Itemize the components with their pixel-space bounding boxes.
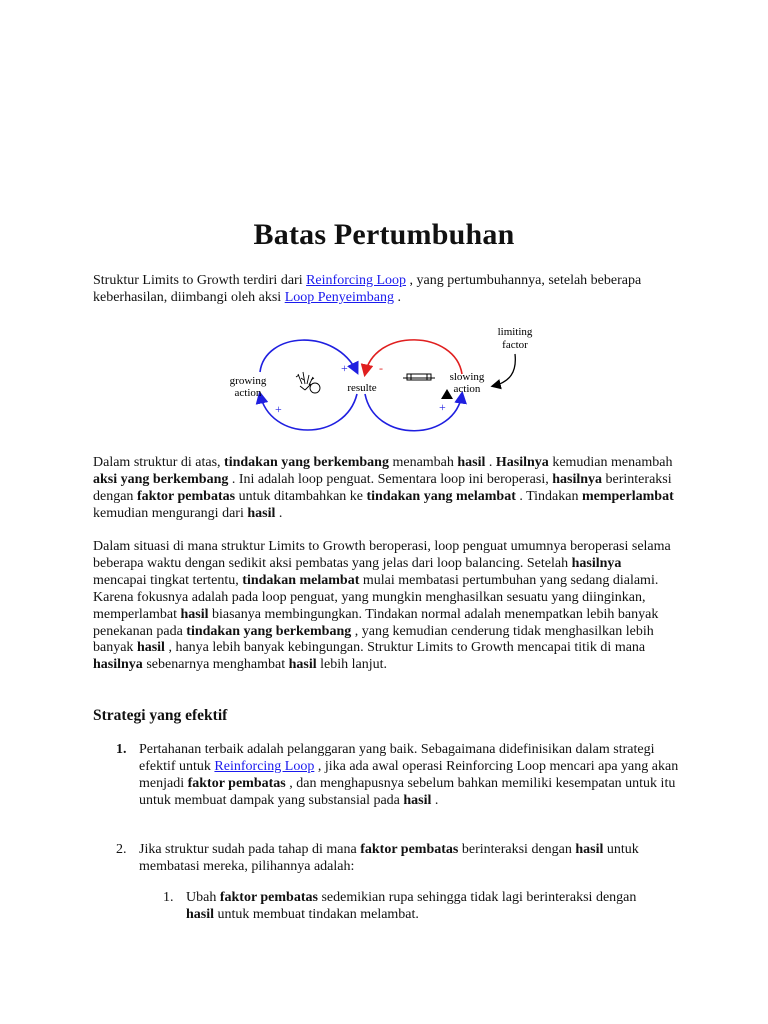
results-label: resulte xyxy=(347,382,377,394)
seesaw-icon xyxy=(403,374,453,399)
list-item-1-number: 1. xyxy=(116,742,127,757)
sign-right-bottom: + xyxy=(439,400,446,414)
sublist-item-1: Ubah faktor pembatas sedemikian rupa sehingga tidak lagi berinteraksi dengan hasil untuk membuat tindakan melambat. xyxy=(186,890,637,922)
intro-paragraph: Struktur Limits to Growth terdiri dari Reinforcing Loop , yang pertumbuhannya, setelah beberapa keberhasilan, diimbangi oleh aksi Loop Penyeimbang . xyxy=(93,273,642,305)
limits-to-growth-diagram xyxy=(225,322,545,442)
growing-action-label-2: action xyxy=(234,387,262,399)
paragraph-situation: Dalam situasi di mana struktur Limits to Growth beroperasi, loop penguat umumnya beroperasi selama beberapa waktu dengan sedikit aksi pembatas yang jelas dari loop balancing. Setelah hasilnya mencapai tingkat tertentu, tindakan melambat mulai membatasi pertumbuhan yang sedang dialami. Karena fokusnya adalah pada loop penguat, yang mungkin menghasilkan sesuatu yang diinginkan, memperlambat hasil biasanya membingungkan. Tindakan normal adalah menempatkan lebih banyak penekanan pada tindakan yang berkembang , yang kemudian cenderung tidak menghasilkan lebih banyak hasil , hanya lebih banyak kebingungan. Struktur Limits to Growth mencapai titik di mana hasilnya sebenarnya menghambat hasil lebih lanjut. xyxy=(93,539,671,673)
reinforcing-loop-link-2[interactable]: Reinforcing Loop xyxy=(214,758,315,774)
sign-left-top: + xyxy=(341,361,348,375)
sign-left-bottom: + xyxy=(275,402,282,416)
right-loop-bottom-arrow xyxy=(365,394,462,431)
loop-penyeimbang-link[interactable]: Loop Penyeimbang xyxy=(284,289,394,305)
limiting-factor-arrow xyxy=(493,354,515,386)
section-heading-strategy: Strategi yang efektif xyxy=(93,707,228,724)
limiting-factor-label: limiting xyxy=(497,326,533,338)
page-title: Batas Pertumbuhan xyxy=(253,218,515,251)
reinforcing-loop-link[interactable]: Reinforcing Loop xyxy=(306,273,407,288)
growing-action-label: growing xyxy=(229,375,267,387)
slowing-action-label: slowing xyxy=(449,371,485,383)
list-item-2: Jika struktur sudah pada tahap di mana faktor pembatas berinteraksi dengan hasil untuk membatasi mereka, pilihannya adalah: xyxy=(139,842,639,874)
list-item-1: Pertahanan terbaik adalah pelanggaran yang baik. Sebagaimana didefinisikan dalam strategi efektif untuk Reinforcing Loop , jika ada awal operasi Reinforcing Loop mencari apa yang akan menjadi faktor pembatas , dan menghapusnya sebelum bahkan memiliki kesempatan untuk itu untuk membuat dampak yang substansial pada hasil . xyxy=(139,742,679,808)
slowing-action-label-2: action xyxy=(453,383,481,395)
growing-plant-icon xyxy=(296,372,320,393)
sign-right-top: - xyxy=(379,361,383,375)
sublist-item-1-number: 1. xyxy=(163,890,174,905)
limiting-factor-label-2: factor xyxy=(502,339,528,351)
paragraph-structure: Dalam struktur di atas, tindakan yang berkembang menambah hasil . Hasilnya kemudian menambah aksi yang berkembang . Ini adalah loop penguat. Sementara loop ini beroperasi, hasilnya berinteraksi dengan faktor pembatas untuk ditambahkan ke tindakan yang melambat . Tindakan memperlambat kemudian mengurangi dari hasil . xyxy=(93,455,674,521)
list-item-2-number: 2. xyxy=(116,842,127,857)
